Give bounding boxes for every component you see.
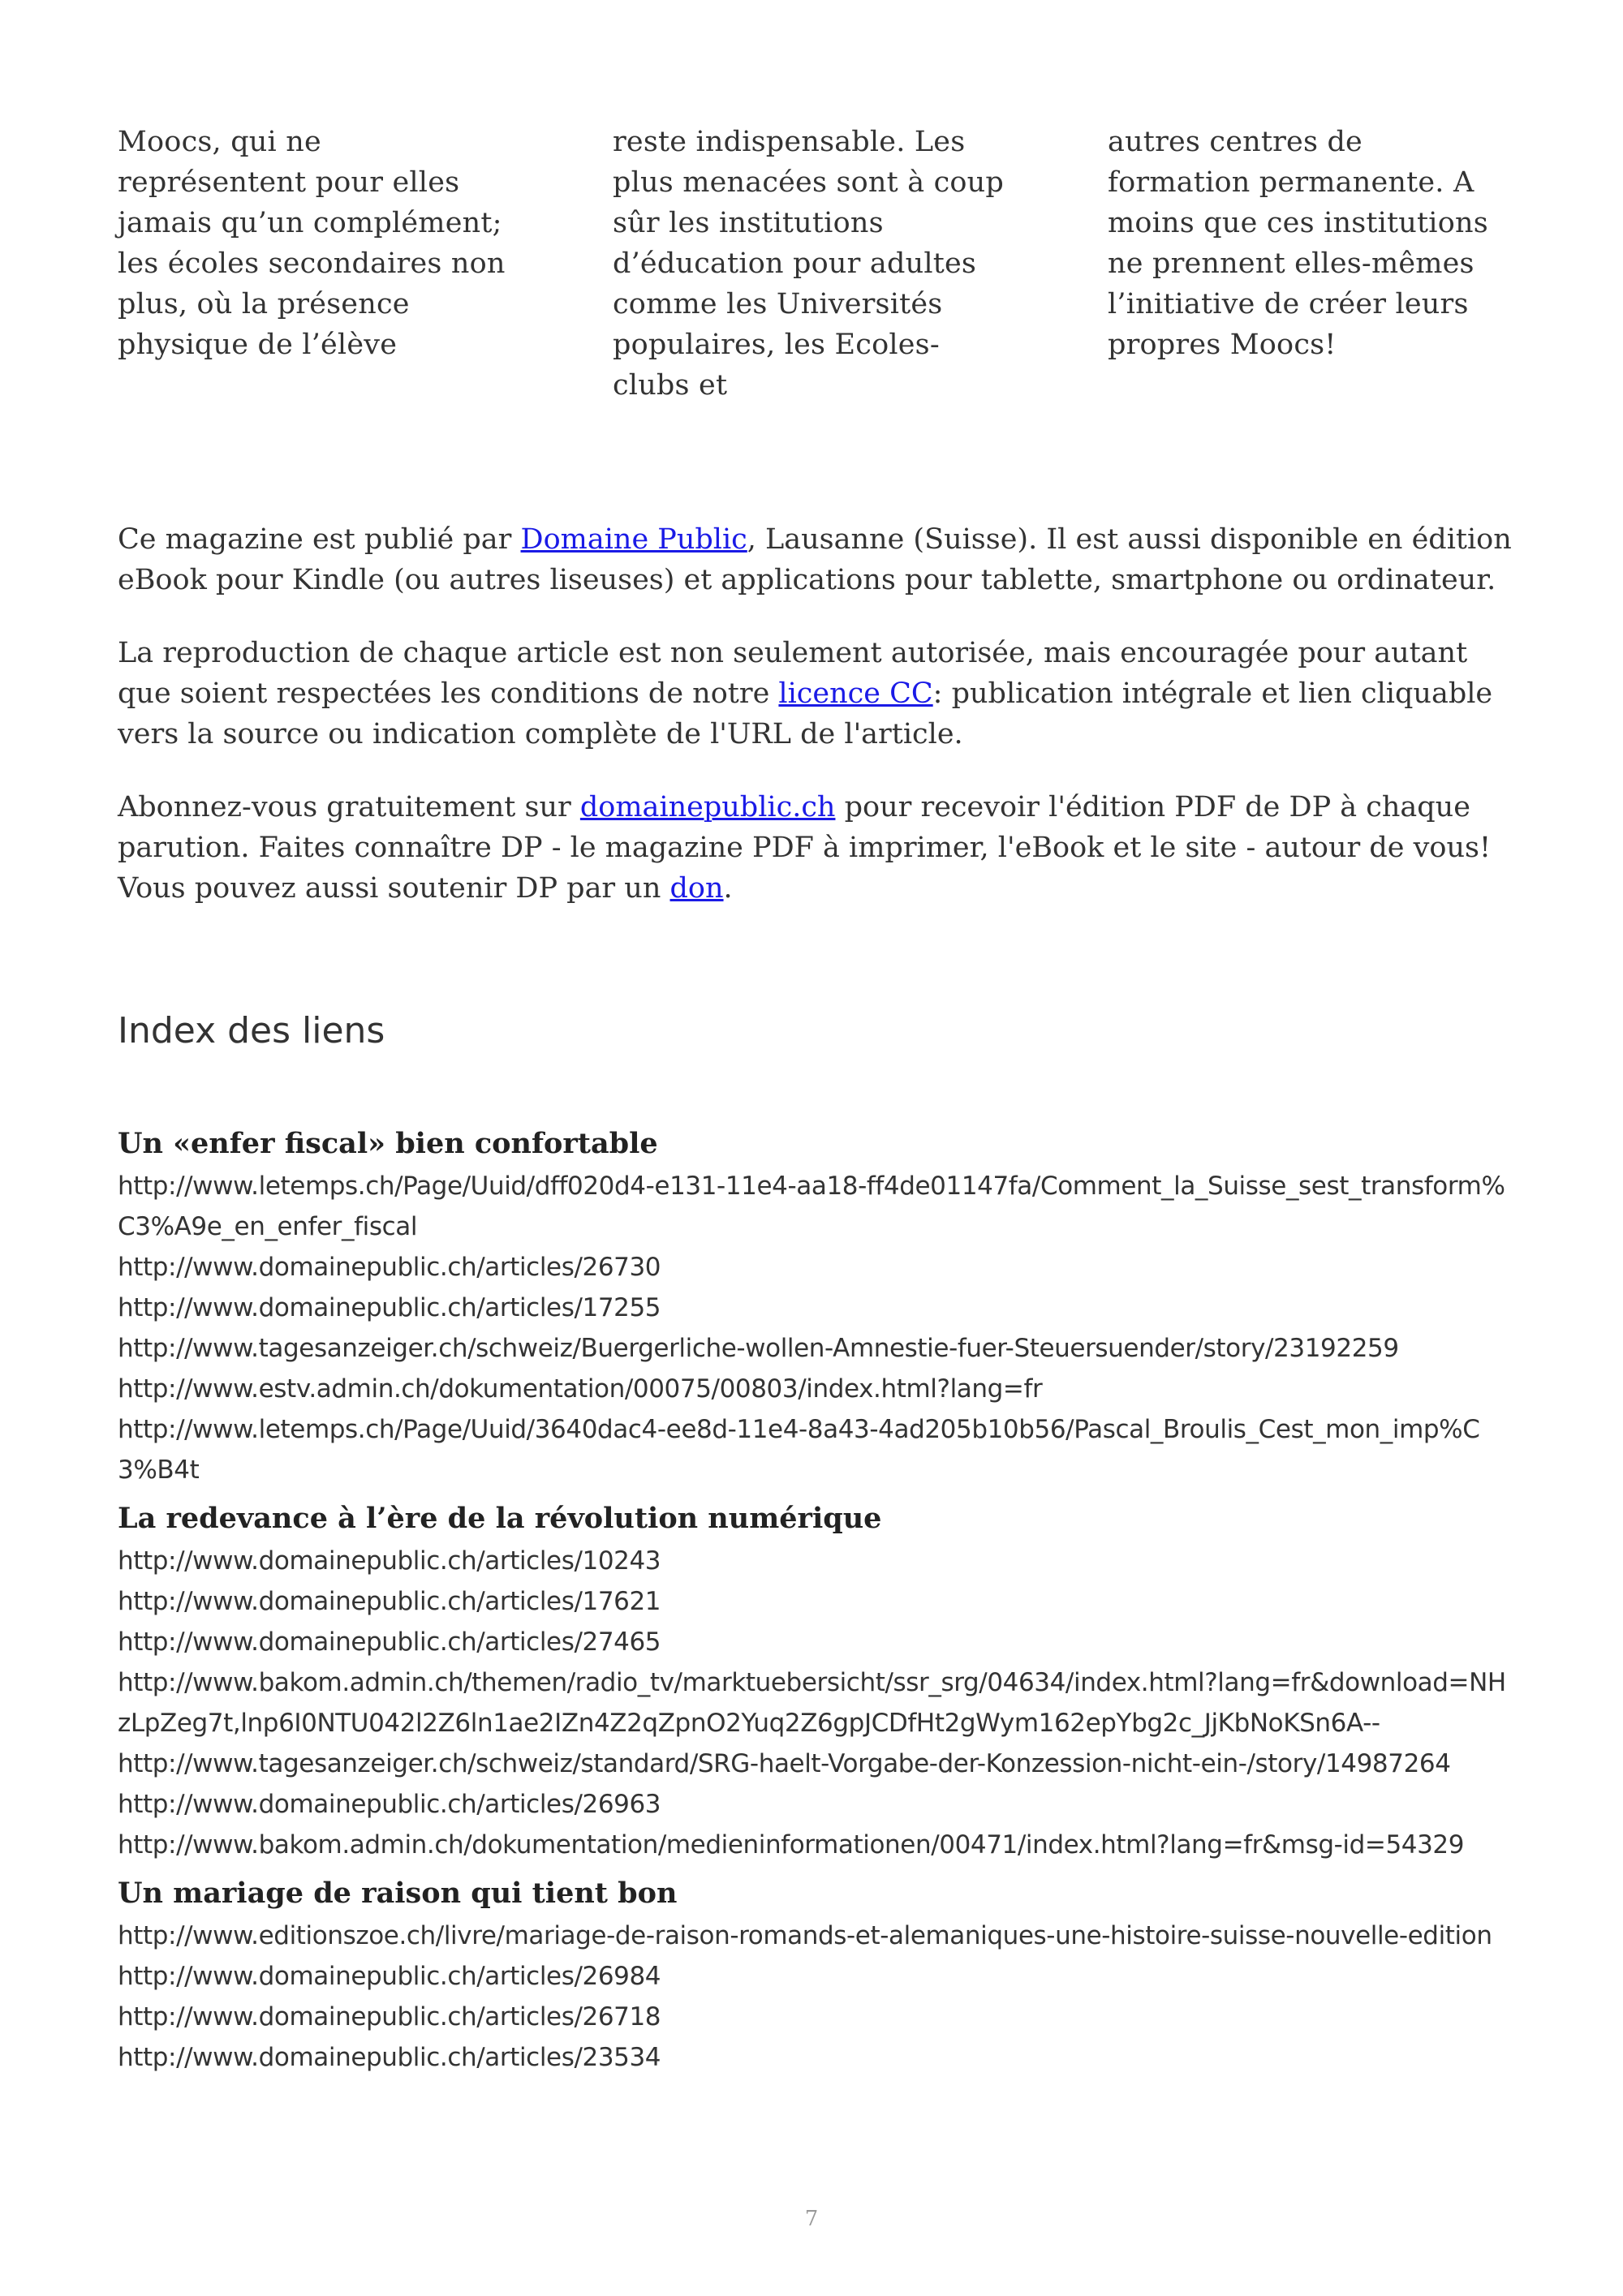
link-url[interactable]: http://www.domainepublic.ch/articles/26963 [118, 1790, 661, 1819]
link-url[interactable]: http://www.letemps.ch/Page/Uuid/dff020d4-e131-11e4-aa18-ff4de01147fa/Comment_la_Suisse_sest_transform%C3%A9e_en_enfer_fiscal [118, 1172, 1505, 1241]
donation-link[interactable]: don [669, 872, 724, 905]
link-url[interactable]: http://www.domainepublic.ch/articles/23534 [118, 2043, 661, 2072]
index-section [118, 1124, 1513, 1490]
link-url[interactable]: http://www.tagesanzeiger.ch/schweiz/standard/SRG-haelt-Vorgabe-der-Konzession-nicht-ein-/story/14987264 [118, 1749, 1451, 1778]
link-url[interactable]: http://www.bakom.admin.ch/themen/radio_tv/marktuebersicht/ssr_srg/04634/index.html?lang=fr&download=NHzLpZeg7t,lnp6I0NTU042l2Z6ln1ae2IZn4Z2qZpnO2Yuq2Z6gpJCDfHt2gWym162epYbg2c_JjKbNoKSn6A-- [118, 1668, 1506, 1738]
link-url[interactable]: http://www.editionszoe.ch/livre/mariage-de-raison-romands-et-alemaniques-une-histoire-suisse-nouvelle-edition [118, 1921, 1492, 1950]
link-index [118, 1124, 1513, 2086]
section-title: Un mariage de raison qui tient bon [118, 1877, 678, 1910]
article-column-1: Moocs, qui ne représentent pour elles jamais qu’un complément; les écoles secondaires non plus, où la présence physique de l’élève [118, 126, 506, 361]
link-url[interactable]: http://www.letemps.ch/Page/Uuid/3640dac4-ee8d-11e4-8a43-4ad205b10b56/Pascal_Broulis_Cest_mon_imp%C3%B4t [118, 1415, 1480, 1485]
link-url[interactable]: http://www.domainepublic.ch/articles/26984 [118, 1962, 661, 1991]
section-title: La redevance à l’ère de la révolution numérique [118, 1502, 882, 1535]
link-url[interactable]: http://www.domainepublic.ch/articles/17621 [118, 1587, 661, 1616]
licence-cc-link[interactable]: licence CC [778, 677, 933, 710]
link-url[interactable]: http://www.domainepublic.ch/articles/17255 [118, 1293, 661, 1322]
index-section [118, 1498, 1513, 1865]
link-url[interactable]: http://www.domainepublic.ch/articles/27465 [118, 1627, 661, 1657]
link-url[interactable]: http://www.bakom.admin.ch/dokumentation/medieninformationen/00471/index.html?lang=fr&msg-id=54329 [118, 1830, 1465, 1860]
page-number: 7 [804, 2207, 819, 2231]
index-heading: Index des liens [118, 1010, 385, 1051]
publisher-paragraph: Ce magazine est publié par Domaine Public, Lausanne (Suisse). Il est aussi disponible en édition eBook pour Kindle (ou autres liseuses) et applications pour tablette, smartphone ou ordinateur. [118, 523, 1512, 596]
link-url[interactable]: http://www.domainepublic.ch/articles/26718 [118, 2002, 661, 2032]
article-column-3: autres centres de formation permanente. A moins que ces institutions ne prennent elles-mêmes l’initiative de créer leurs propres Moocs! [1108, 126, 1488, 361]
license-paragraph: La reproduction de chaque article est non seulement autorisée, mais encouragée pour autant que soient respectées les conditions de notre licence CC: publication intégrale et lien cliquable vers la source ou indication complète de l'URL de l'article. [118, 637, 1493, 750]
index-section [118, 1873, 1513, 2078]
domainepublic-site-link[interactable]: domainepublic.ch [579, 791, 836, 823]
section-title: Un «enfer fiscal» bien confortable [118, 1127, 658, 1160]
domaine-public-link[interactable]: Domaine Public [520, 523, 747, 556]
link-url[interactable]: http://www.estv.admin.ch/dokumentation/00075/00803/index.html?lang=fr [118, 1374, 1043, 1404]
subscribe-paragraph: Abonnez-vous gratuitement sur domainepublic.ch pour recevoir l'édition PDF de DP à chaque parution. Faites connaître DP - le magazine PDF à imprimer, l'eBook et le site - autour de vous! Vous pouvez aussi soutenir DP par un don. [118, 791, 1492, 905]
link-url[interactable]: http://www.tagesanzeiger.ch/schweiz/Buergerliche-wollen-Amnestie-fuer-Steuersuender/story/23192259 [118, 1334, 1399, 1363]
link-url[interactable]: http://www.domainepublic.ch/articles/26730 [118, 1253, 661, 1282]
link-url[interactable]: http://www.domainepublic.ch/articles/10243 [118, 1546, 661, 1576]
article-column-2: reste indispensable. Les plus menacées sont à coup sûr les institutions d’éducation pour adultes comme les Universités populaires, les Ecoles-clubs et [613, 126, 1005, 402]
article-columns [118, 122, 1505, 406]
